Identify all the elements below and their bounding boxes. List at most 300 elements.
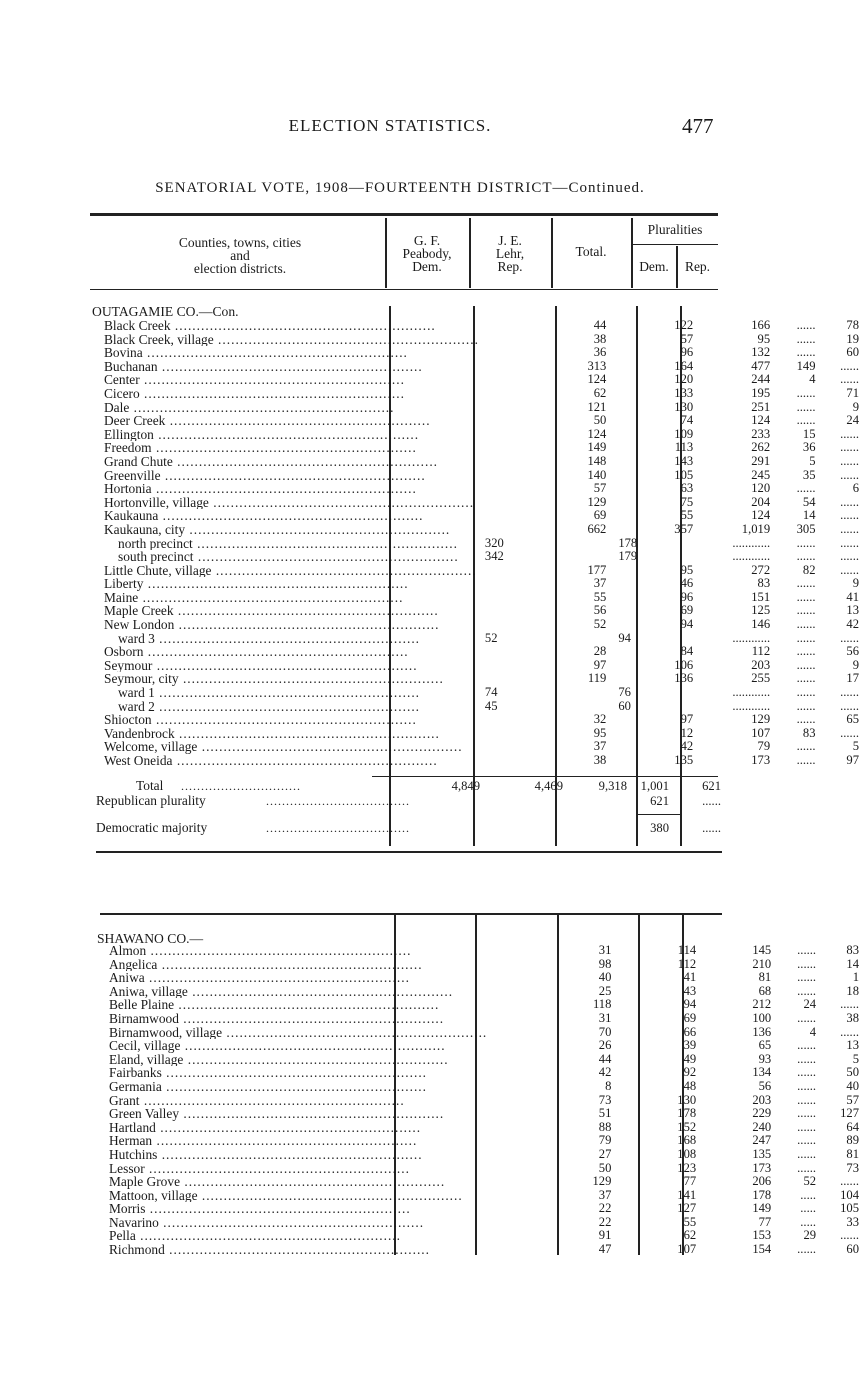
dem-plurality: ...... [797, 1147, 817, 1161]
lehr-subvalue [612, 373, 655, 387]
lehr-subvalue [612, 659, 655, 673]
peabody-subvalue [487, 944, 533, 958]
peabody-votes: 36 [593, 346, 607, 360]
row-label: Grand Chute ............................................................ [104, 454, 439, 469]
row-label: Deer Creek ............................................................ [104, 414, 431, 428]
total-votes: 124 [751, 414, 771, 428]
peabody-votes: 313 [587, 359, 607, 373]
row-label: Osborn ............................................................ [104, 645, 409, 659]
row-label: Hutchins ............................................................ [109, 1147, 423, 1162]
total-votes: 129 [751, 713, 771, 727]
lehr-votes: 113 [674, 441, 694, 455]
lehr-subvalue [617, 1148, 659, 1162]
lehr-votes: 39 [683, 1039, 697, 1053]
peabody-votes: 177 [587, 563, 607, 577]
table-row [109, 1229, 859, 1243]
rep-plurality: ...... [840, 536, 859, 550]
majority-rule [638, 814, 680, 815]
total-votes: 173 [752, 1161, 772, 1175]
dem-plurality: ...... [797, 1039, 817, 1053]
row-label: Freedom ............................................................ [104, 441, 417, 455]
rep-plurality: 40 [846, 1079, 859, 1093]
dem-plurality: ...... [797, 1093, 817, 1107]
peabody-subvalue [479, 482, 526, 496]
lehr-subvalue [617, 971, 659, 985]
total-votes: ............ [732, 699, 771, 713]
lehr-subvalue [617, 998, 659, 1012]
row-label: Maple Grove ............................................................ [109, 1175, 446, 1189]
total-votes: 195 [751, 386, 771, 400]
peabody-subvalue [487, 1243, 533, 1257]
total-votes: 65 [758, 1039, 772, 1053]
table-row [104, 482, 859, 496]
table-row [104, 550, 859, 564]
total-votes: 81 [758, 971, 772, 985]
total-votes: 56 [758, 1079, 772, 1093]
table-row [109, 1162, 859, 1176]
dem-plurality: ...... [796, 754, 816, 767]
lehr-subvalue [612, 740, 655, 754]
lehr-votes [656, 537, 699, 551]
total-votes: 151 [751, 590, 771, 604]
rep-plurality: 65 [846, 713, 859, 727]
total-votes: 77 [758, 1215, 772, 1229]
row-label: New London ............................................................ [104, 618, 440, 632]
lehr-votes: 136 [674, 672, 694, 686]
dem-plurality: ...... [796, 740, 816, 754]
peabody-subvalue [487, 1229, 533, 1243]
lehr-votes: 108 [677, 1147, 697, 1161]
total-votes: 95 [757, 332, 771, 346]
row-label: Eland, village ............................................................ [109, 1052, 449, 1067]
rep-plurality: 5 [852, 740, 859, 754]
peabody-votes: 38 [593, 754, 607, 767]
rep-plurality: 621 [702, 779, 721, 793]
peabody-subvalue: 74 [484, 686, 498, 700]
rep-plurality: 13 [846, 1039, 859, 1053]
lehr-subvalue: 179 [618, 550, 638, 564]
total-votes: 203 [752, 1093, 772, 1107]
peabody-votes: 73 [598, 1093, 612, 1107]
lehr-votes: 4,469 [534, 779, 563, 793]
dem-plurality: ...... [796, 319, 816, 332]
plur-rep-header: Rep. [684, 259, 711, 274]
table-row [109, 1094, 859, 1108]
row-label: Angelica ............................................................ [109, 957, 423, 972]
peabody-votes: 40 [598, 971, 612, 985]
dem-plurality: ...... [796, 604, 816, 618]
table-row [104, 360, 859, 374]
table-row [104, 373, 859, 387]
peabody-subvalue [487, 1216, 533, 1230]
total-votes: 83 [757, 577, 771, 591]
peabody-votes: 42 [598, 1066, 612, 1080]
lehr-subvalue [617, 1026, 659, 1040]
row-label: Welcome, village ............................................................ [104, 740, 463, 754]
dem-plurality: ...... [797, 1107, 817, 1121]
table-row [109, 958, 859, 972]
dem-plurality: ...... [796, 672, 816, 686]
peabody-votes: 124 [587, 427, 607, 441]
rep-plurality: ...... [840, 522, 859, 536]
table-row [109, 1066, 859, 1080]
peabody-subvalue [487, 1053, 533, 1067]
row-label: West Oneida ............................................................ [104, 754, 438, 768]
lehr-votes: 41 [683, 971, 697, 985]
rep-plurality: 17 [846, 672, 859, 686]
table-row [104, 713, 859, 727]
row-label: Richmond ............................................................ [109, 1243, 431, 1257]
lehr-subvalue [612, 523, 655, 537]
table-row [109, 1189, 859, 1203]
dem-plurality: ...... [796, 631, 816, 645]
lehr-subvalue [612, 441, 655, 455]
rep-plurality: 42 [846, 618, 859, 632]
row-label: Navarino ............................................................ [109, 1215, 425, 1230]
lehr-subvalue [617, 958, 659, 972]
peabody-votes: 124 [587, 373, 607, 387]
table-row [104, 700, 859, 714]
lehr-subvalue [612, 428, 655, 442]
peabody-votes: 662 [587, 522, 607, 536]
lehr-votes: 120 [674, 373, 694, 387]
peabody-subvalue [479, 455, 526, 469]
rep-plurality: 50 [846, 1066, 859, 1080]
lehr-votes: 12 [680, 726, 694, 740]
rep-plurality: 13 [846, 604, 859, 618]
place-header: Counties, towns, cities and election districts. [178, 235, 302, 276]
row-label: Birnamwood, village ............................................................ [109, 1025, 488, 1040]
peabody-subvalue [487, 998, 533, 1012]
table-row [104, 577, 859, 591]
peabody-subvalue [487, 1175, 533, 1189]
peabody-subvalue [479, 360, 526, 374]
lehr-subvalue [612, 618, 655, 632]
peabody-subvalue [479, 727, 526, 741]
peabody-subvalue [487, 1107, 533, 1121]
peabody-subvalue [479, 659, 526, 673]
running-head: ELECTION STATISTICS. [288, 116, 492, 135]
row-label: Shiocton ............................................................ [104, 713, 417, 727]
dem-plurality: 1,001 [640, 779, 669, 793]
row-label: Lessor ............................................................ [109, 1161, 410, 1176]
lehr-votes: 164 [674, 359, 694, 373]
dem-plurality: ...... [796, 346, 816, 360]
lehr-votes: 96 [680, 346, 694, 360]
lehr-votes: 94 [680, 618, 694, 632]
row-label: ward 2 ............................................................ [118, 699, 421, 714]
rep-plurality: 18 [846, 984, 859, 998]
lehr-subvalue: 76 [618, 686, 631, 700]
peabody-votes: 4,849 [451, 779, 480, 793]
pluralities-header: Pluralities [647, 222, 703, 237]
rep-plurality: 104 [840, 1188, 859, 1202]
lehr-subvalue [612, 496, 655, 510]
peabody-subvalue [487, 958, 533, 972]
table-row [104, 645, 859, 659]
peabody-subvalue [479, 754, 526, 768]
dem-plurality: 621 [650, 794, 669, 808]
peabody-subvalue [479, 333, 526, 347]
rep-plurality: 6 [852, 482, 859, 496]
peabody-votes: 50 [593, 414, 607, 428]
dem-plurality: ...... [797, 944, 817, 957]
peabody-subvalue [487, 985, 533, 999]
dem-plurality: 380 [650, 821, 669, 835]
peabody-votes: 148 [587, 454, 607, 468]
peabody-votes [526, 700, 612, 714]
rep-plurality: ...... [702, 794, 721, 808]
dem-plurality: ...... [796, 400, 816, 414]
peabody-votes: 95 [593, 726, 607, 740]
lehr-votes: 63 [680, 482, 694, 496]
peabody-subvalue [479, 591, 526, 605]
lehr-votes: 66 [683, 1025, 697, 1039]
peabody-votes: 50 [598, 1161, 612, 1175]
row-label: ward 1 ............................................................ [118, 686, 421, 700]
peabody-subvalue [479, 387, 526, 401]
dem-plurality: 29 [803, 1229, 817, 1243]
table-row [109, 1039, 859, 1053]
lehr-votes: 130 [674, 400, 694, 414]
lehr-votes: 42 [680, 740, 694, 754]
dem-plurality: ...... [796, 713, 816, 727]
lehr-votes: 107 [677, 1243, 697, 1257]
peabody-subvalue [479, 428, 526, 442]
peabody-subvalue [479, 469, 526, 483]
dem-plurality: ...... [796, 699, 816, 713]
dem-plurality: ...... [797, 1079, 817, 1093]
lehr-subvalue [612, 672, 655, 686]
peabody-subvalue [487, 1189, 533, 1203]
peabody-subvalue [487, 1202, 533, 1216]
row-label: Almon ............................................................ [109, 944, 412, 958]
total-votes: 272 [751, 563, 771, 577]
lehr-votes: 46 [680, 577, 694, 591]
table-row [109, 1216, 859, 1230]
dem-plurality: 4 [809, 1025, 817, 1039]
total-votes: 79 [757, 740, 771, 754]
lehr-subvalue [612, 591, 655, 605]
lehr-votes: 84 [680, 645, 694, 659]
lehr-subvalue [612, 401, 655, 415]
rep-plurality: ...... [840, 359, 859, 373]
dem-plurality: ...... [797, 1243, 817, 1257]
lehr-votes: 130 [677, 1093, 697, 1107]
total-votes: 149 [752, 1202, 772, 1216]
row-label: Maple Creek ............................................................ [104, 604, 439, 619]
rep-plurality: 38 [846, 1011, 859, 1025]
peabody-subvalue [487, 1162, 533, 1176]
row-label: Vandenbrock ............................................................ [104, 726, 440, 741]
table-row [104, 401, 859, 415]
peabody-votes: 129 [587, 495, 607, 509]
row-label: Seymour ............................................................ [104, 658, 418, 673]
total-votes: ............ [732, 686, 771, 700]
lehr-subvalue [612, 346, 655, 360]
dem-plurality: ...... [797, 971, 817, 985]
lehr-header: J. E. Lehr, Rep. [495, 233, 525, 274]
peabody-subvalue [487, 1080, 533, 1094]
total-votes: 206 [752, 1175, 772, 1189]
rep-plurality: 105 [840, 1202, 859, 1216]
table-row [104, 659, 859, 673]
peabody-subvalue [479, 346, 526, 360]
table-row [109, 1053, 859, 1067]
lehr-subvalue [617, 1053, 659, 1067]
table-row [109, 971, 859, 985]
peabody-subvalue [487, 1148, 533, 1162]
peabody-subvalue [479, 564, 526, 578]
lehr-subvalue [612, 509, 655, 523]
dem-plurality: 305 [796, 522, 816, 536]
rep-plurality: ...... [702, 821, 721, 835]
peabody-votes: 44 [598, 1052, 612, 1066]
table-row [104, 672, 859, 686]
row-label: Grant ............................................................ [109, 1093, 405, 1108]
dem-plurality: ...... [797, 1120, 817, 1134]
rep-plurality: 9 [852, 400, 859, 414]
table-row [104, 319, 859, 333]
lehr-votes: 123 [677, 1161, 697, 1175]
total-votes: 153 [752, 1229, 772, 1243]
row-label: ward 3 ............................................................ [118, 631, 421, 646]
rep-plurality: 73 [846, 1161, 859, 1175]
peabody-subvalue [479, 740, 526, 754]
lehr-votes [656, 550, 699, 564]
total-votes: 240 [752, 1120, 772, 1134]
dem-plurality: ...... [796, 414, 816, 428]
dem-plurality: ...... [796, 645, 816, 659]
lehr-subvalue [617, 1012, 659, 1026]
lehr-votes: 74 [680, 414, 694, 428]
rep-plurality: ...... [840, 454, 859, 468]
lehr-votes: 112 [677, 957, 697, 971]
rep-plurality: 83 [846, 944, 859, 957]
lehr-votes: 69 [680, 604, 694, 618]
lehr-subvalue [612, 754, 655, 768]
dem-plurality: ...... [796, 686, 816, 700]
row-label: Morris ............................................................ [109, 1202, 411, 1216]
dem-plurality: ...... [797, 1066, 817, 1080]
table-row [104, 618, 859, 632]
dem-plurality: ..... [800, 1215, 817, 1229]
county-heading: OUTAGAMIE CO.—Con. [92, 304, 239, 319]
peabody-votes: 119 [587, 672, 607, 686]
lehr-subvalue [612, 577, 655, 591]
summary-label: Republican plurality [96, 793, 206, 808]
dem-plurality: 14 [802, 509, 816, 523]
lehr-votes: 135 [674, 754, 694, 767]
row-label: Green Valley ............................................................ [109, 1107, 445, 1121]
rep-plurality: ...... [840, 509, 859, 523]
table-row [109, 1107, 859, 1121]
peabody-subvalue [479, 401, 526, 415]
peabody-votes: 26 [598, 1039, 612, 1053]
table-row [104, 387, 859, 401]
lehr-subvalue [612, 645, 655, 659]
peabody-subvalue: 52 [484, 631, 498, 645]
rep-plurality: ...... [840, 699, 859, 713]
total-votes: 244 [751, 373, 771, 387]
lehr-subvalue [612, 360, 655, 374]
lehr-votes [656, 686, 699, 700]
peabody-subvalue [479, 577, 526, 591]
lehr-subvalue [612, 727, 655, 741]
peabody-subvalue [487, 971, 533, 985]
rep-plurality: ...... [840, 726, 859, 740]
header-bottom-rule [90, 289, 718, 290]
row-label: Aniwa ............................................................ [109, 971, 410, 985]
peabody-votes [526, 632, 612, 646]
peabody-votes: 129 [592, 1175, 612, 1189]
peabody-subvalue [479, 373, 526, 387]
total-votes: 291 [751, 454, 771, 468]
dem-plurality: 149 [796, 359, 816, 373]
total-votes: 204 [751, 495, 771, 509]
top-rule [90, 213, 718, 216]
peabody-subvalue: 320 [484, 536, 504, 550]
rep-plurality: ...... [840, 441, 859, 455]
peabody-subvalue [479, 672, 526, 686]
section-end-rule [96, 851, 722, 853]
lehr-subvalue [617, 1039, 659, 1053]
total-votes: 247 [752, 1134, 772, 1148]
rep-plurality: 60 [846, 346, 859, 360]
row-label: Dale ............................................................ [104, 400, 395, 415]
peabody-subvalue [479, 523, 526, 537]
rep-plurality: 1 [852, 971, 859, 985]
rep-plurality: 64 [846, 1120, 859, 1134]
lehr-votes [656, 700, 699, 714]
dem-plurality: ..... [800, 1188, 817, 1202]
peabody-votes: 88 [598, 1120, 612, 1134]
peabody-subvalue [487, 1094, 533, 1108]
row-label: Little Chute, village ............................................................ [104, 563, 477, 578]
table-row [109, 1134, 859, 1148]
row-label: Maine ............................................................ [104, 590, 404, 605]
peabody-subvalue: 45 [484, 699, 498, 713]
lehr-subvalue [617, 1202, 659, 1216]
peabody-votes: 37 [593, 577, 607, 591]
table-row [104, 564, 859, 578]
peabody-subvalue [479, 414, 526, 428]
dem-plurality: ...... [796, 332, 816, 346]
row-label: Kaukauna, city ............................................................ [104, 522, 451, 537]
peabody-votes: 31 [598, 944, 612, 957]
summary-row: Total .............................. 4,849 4,469 9,318 1,001 621 [136, 778, 721, 793]
peabody-votes: 57 [593, 482, 607, 496]
total-votes: 233 [751, 427, 771, 441]
lehr-votes: 43 [683, 984, 697, 998]
rep-plurality: ...... [840, 468, 859, 482]
rep-plurality: 24 [846, 414, 859, 428]
total-votes: ............ [732, 550, 771, 564]
total-votes: 135 [752, 1147, 772, 1161]
peabody-votes [526, 686, 612, 700]
lehr-subvalue [617, 1134, 659, 1148]
total-votes: 166 [751, 319, 771, 332]
total-votes: 245 [751, 468, 771, 482]
lehr-subvalue [617, 1175, 659, 1189]
dem-plurality: 5 [809, 454, 816, 468]
row-label: south precinct ............................................................ [118, 550, 459, 564]
table-row [104, 346, 859, 360]
row-label: Bovina ............................................................ [104, 346, 408, 360]
table-row [104, 754, 859, 768]
row-label: Herman ............................................................ [109, 1134, 418, 1148]
dem-plurality: 4 [809, 373, 816, 387]
